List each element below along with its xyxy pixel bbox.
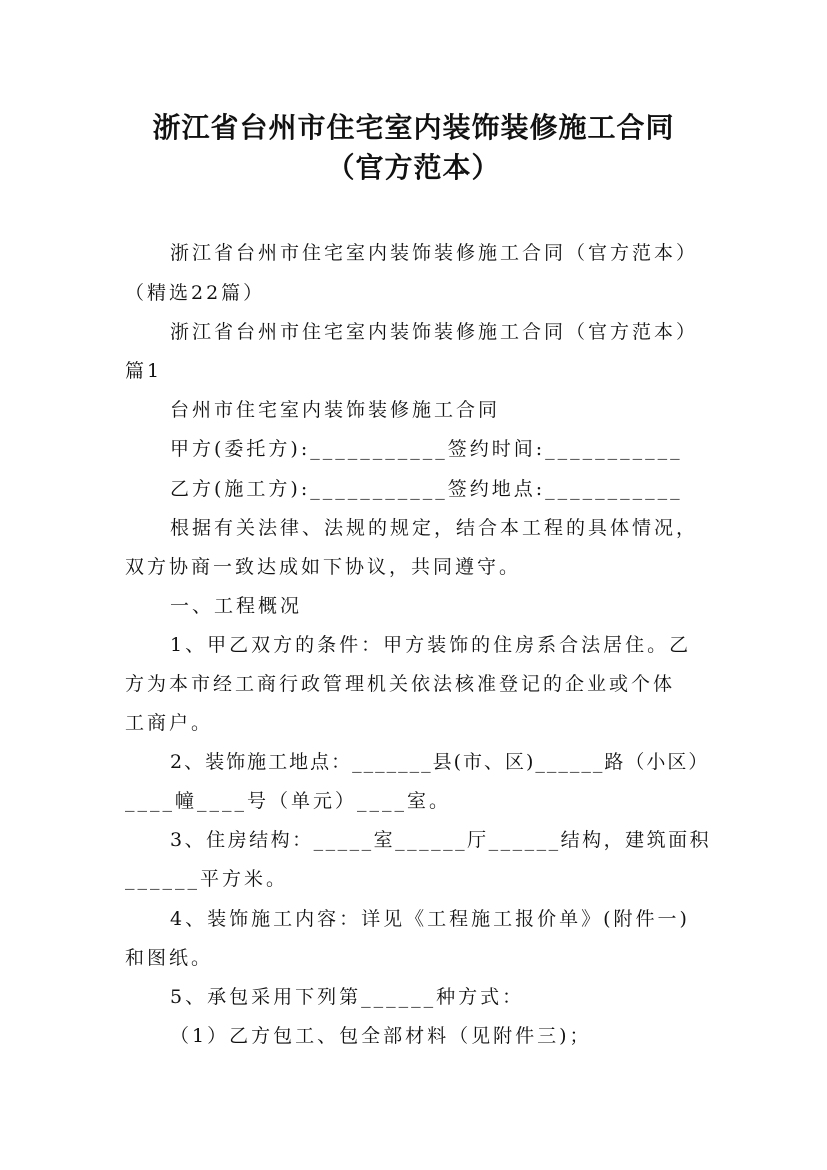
paragraph-line: 甲方(委托方):___________签约时间:___________ — [170, 438, 683, 460]
paragraph-line: 4、装饰施工内容：详见《工程施工报价单》(附件一) — [170, 908, 690, 930]
paragraph-line: （精选22篇） — [125, 282, 266, 304]
paragraph-line: 和图纸。 — [125, 947, 214, 969]
section-heading: 一、工程概况 — [170, 595, 303, 617]
paragraph-line: 台州市住宅室内装饰装修施工合同 — [170, 399, 501, 421]
paragraph-line: 1、甲乙双方的条件：甲方装饰的住房系合法居住。乙 — [170, 634, 692, 656]
paragraph-line: 篇1 — [125, 360, 163, 382]
paragraph-line: 浙江省台州市住宅室内装饰装修施工合同（官方范本） — [170, 321, 699, 343]
paragraph-line: 根据有关法律、法规的规定，结合本工程的具体情况， — [170, 517, 699, 539]
paragraph-line: 双方协商一致达成如下协议，共同遵守。 — [125, 556, 522, 578]
paragraph-line: 方为本市经工商行政管理机关依法核准登记的企业或个体 — [125, 673, 676, 695]
paragraph-line: 浙江省台州市住宅室内装饰装修施工合同（官方范本） — [170, 242, 699, 264]
paragraph-line: 5、承包采用下列第______种方式： — [170, 986, 525, 1008]
paragraph-line: 工商户。 — [125, 712, 214, 734]
paragraph-line: （1）乙方包工、包全部材料（见附件三)； — [170, 1025, 592, 1047]
paragraph-line: 3、住房结构：_____室______厅______结构，建筑面积 — [170, 829, 712, 851]
paragraph-line: 2、装饰施工地点：_______县(市、区)______路（小区） — [170, 751, 710, 773]
paragraph-line: ____幢____号（单元）____室。 — [125, 790, 452, 812]
paragraph-line: 乙方(施工方):___________签约地点:___________ — [170, 478, 683, 500]
document-title-line1: 浙江省台州市住宅室内装饰装修施工合同 — [152, 111, 675, 144]
paragraph-line: ______平方米。 — [125, 868, 289, 890]
document-title-line2: （官方范本） — [326, 151, 501, 184]
